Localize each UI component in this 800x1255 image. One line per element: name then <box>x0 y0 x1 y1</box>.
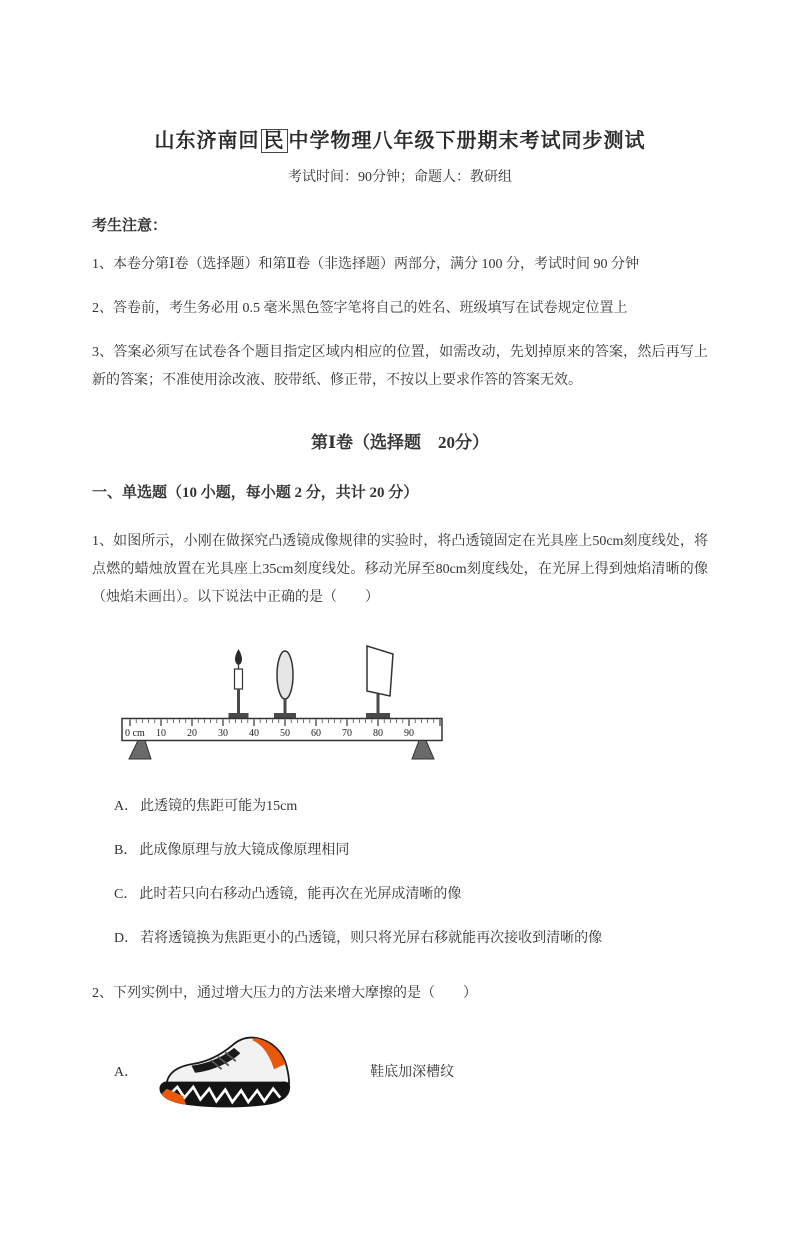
option-text: 此成像原理与放大镜成像原理相同 <box>139 843 350 858</box>
optical-bench-figure <box>116 632 451 767</box>
q2-option-a <box>92 1028 708 1114</box>
sneaker-image <box>156 1028 298 1114</box>
sneaker-icon <box>156 1028 298 1114</box>
exam-subtitle: 考试时间：90分钟；命题人：教研组 <box>288 170 512 185</box>
exam-page <box>0 124 800 1114</box>
page-title-boxed-char: 民 <box>261 129 288 153</box>
bench-legs <box>129 741 434 760</box>
ruler-label: 30 <box>218 728 228 739</box>
ruler-label: 70 <box>342 728 352 739</box>
question-1-text: 1、如图所示，小刚在做探究凸透镜成像规律的实验时，将凸透镜固定在光具座上50cm刻度线处，将点燃的蜡烛放置在光具座上35cm刻度线处。移动光屏至80cm刻度线处，在光屏上得到烛焰清晰的像（烛焰未画出）。以下说法中正确的是（ ） <box>92 534 708 605</box>
option-text: 若将透镜换为焦距更小的凸透镜，则只将光屏右移就能再次接收到清晰的像 <box>140 931 603 946</box>
ruler-label: 80 <box>373 728 383 739</box>
part-1-heading: 一、单选题（10 小题，每小题 2 分，共计 20 分） <box>92 485 419 501</box>
notice-item-2: 2、答卷前，考生务必用 0.5 毫米黑色签字笔将自己的姓名、班级填写在试卷规定位置上 <box>92 301 628 316</box>
option-label: A． <box>114 1065 139 1080</box>
ruler-label: 50 <box>280 728 290 739</box>
section-1-heading: 第Ⅰ卷（选择题 20分） <box>311 433 489 452</box>
ruler <box>122 719 442 741</box>
ruler-label: 90 <box>404 728 414 739</box>
notice-heading: 考生注意： <box>92 218 168 234</box>
notice-item-3: 3、答案必须写在试卷各个题目指定区域内相应的位置，如需改动，先划掉原来的答案，然后再写上新的答案；不准使用涂改液、胶带纸、修正带，不按以上要求作答的答案无效。 <box>92 345 708 388</box>
q1-option-d <box>92 930 708 948</box>
question-1-figure <box>116 632 708 772</box>
option-label: D． <box>114 931 139 946</box>
page-title-suffix: 中学物理八年级下册期末考试同步测试 <box>288 130 646 152</box>
light-screen <box>366 646 393 719</box>
ruler-label: 10 <box>156 728 166 739</box>
page-title-prefix: 山东济南回 <box>154 130 260 152</box>
notice-item-1: 1、本卷分第Ⅰ卷（选择题）和第Ⅱ卷（非选择题）两部分，满分 100 分，考试时间 90 分钟 <box>92 257 640 272</box>
q1-option-b <box>92 842 708 860</box>
option-text: 此时若只向右移动凸透镜，能再次在光屏成清晰的像 <box>139 887 462 902</box>
option-text: 此透镜的焦距可能为15cm <box>140 799 298 814</box>
ruler-label: 60 <box>311 728 321 739</box>
page-title <box>92 124 708 153</box>
ruler-label: 0 cm <box>125 728 145 739</box>
question-2-text: 2、下列实例中，通过增大压力的方法来增大摩擦的是（ ） <box>92 986 477 1001</box>
q1-option-c <box>92 886 708 904</box>
option-label: C． <box>114 887 138 902</box>
q1-option-a <box>92 798 708 816</box>
ruler-label: 40 <box>249 728 259 739</box>
convex-lens <box>274 651 296 719</box>
option-text: 鞋底加深槽纹 <box>370 1065 455 1080</box>
option-label: A． <box>114 799 139 814</box>
option-label: B． <box>114 843 138 858</box>
candle <box>229 649 249 719</box>
ruler-label: 20 <box>187 728 197 739</box>
